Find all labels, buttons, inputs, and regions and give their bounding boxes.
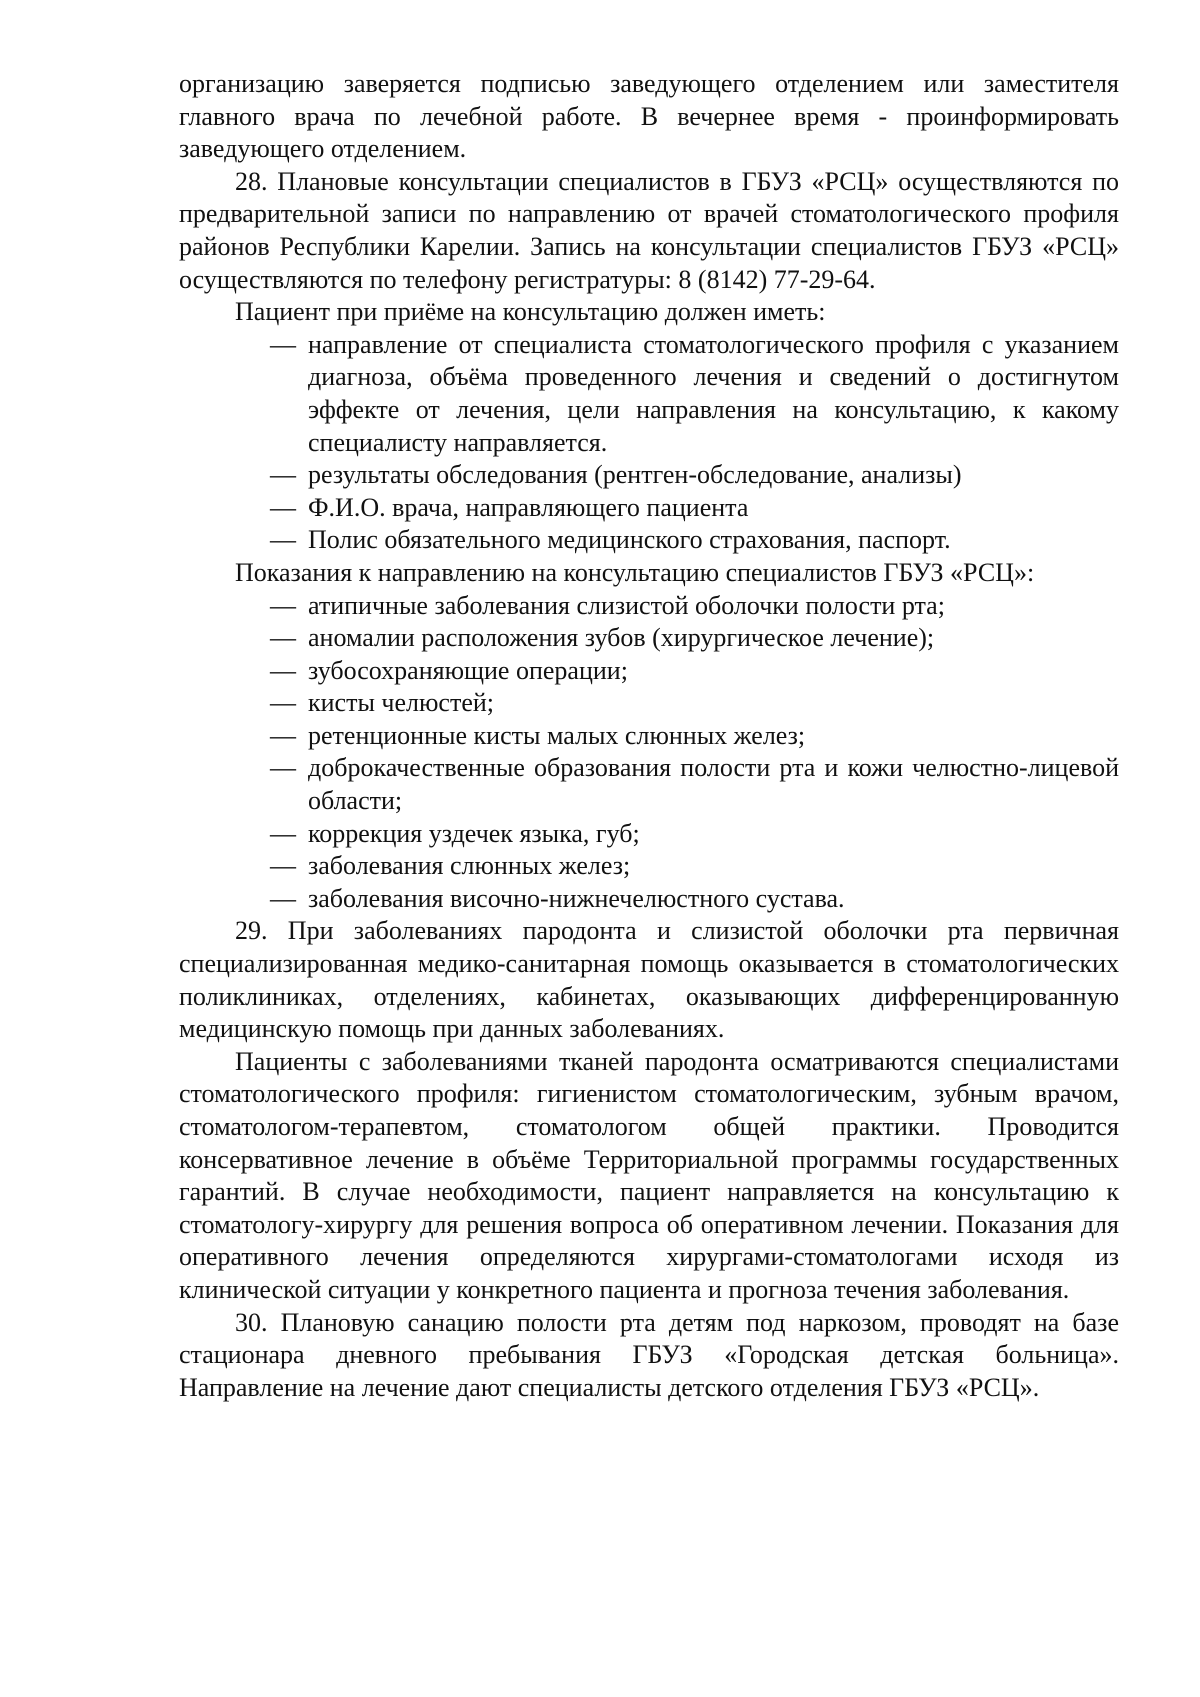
list-item: — кисты челюстей; [308,687,1119,720]
paragraph-29: 29. При заболеваниях пародонта и слизистой оболочки рта первичная специализированная медико-санитарная помощь оказывается в стоматологических поликлиниках, отделениях, кабинетах, оказывающих дифференцированную медицинскую помощь при данных заболеваниях. [179,916,1119,1044]
list-item: — заболевания височно-нижнечелюстного сустава. [308,883,1119,916]
list-item: — коррекция уздечек языка, губ; [308,818,1119,851]
indications-intro: Показания к направлению на консультацию специалистов ГБУЗ «РСЦ»: [235,557,1035,587]
list-item: — атипичные заболевания слизистой оболочки полости рта; [308,590,1119,623]
list-item: — результаты обследования (рентген-обследование, анализы) [308,459,1119,492]
paragraph-28: 28. Плановые консультации специалистов в ГБУЗ «РСЦ» осуществляются по предварительной записи по направлению от врачей стоматологического профиля районов Республики Карелии. Запись на консультации специалистов ГБУЗ «РСЦ» осуществляются по телефону регистратуры: 8 (8142) 77-29-64. [179,166,1119,294]
list-item: — направление от специалиста стоматологического профиля с указанием диагноза, объёма проведенного лечения и сведений о достигнутом эффекте от лечения, цели направления на консультацию, к какому специалисту направляется. [308,329,1119,459]
patient-requirements-intro: Пациент при приёме на консультацию должен иметь: [235,297,826,327]
periodontal-paragraph: Пациенты с заболеваниями тканей пародонта осматриваются специалистами стоматологического профиля: гигиенистом стоматологическим, зубным врачом, стоматологом-терапевтом, стоматологом общей практики. Проводится консервативное лечение в объёме Территориальной программы государственных гарантий. В случае необходимости, пациент направляется на консультацию к стоматологу-хирургу для решения вопроса об оперативном лечении. Показания для оперативного лечения определяются хирургами-стоматологами исходя из клинической ситуации у конкретного пациента и прогноза течения заболевания. [179,1046,1119,1304]
list-item: — Ф.И.О. врача, направляющего пациента [308,492,1119,525]
continuation-paragraph: организацию заверяется подписью заведующего отделением или заместителя главного врача по лечебной работе. В вечернее время - проинформировать заведующего отделением. [179,69,1119,164]
list-item: — Полис обязательного медицинского страхования, паспорт. [308,524,1119,557]
document-page [179,68,1119,1404]
list-item: — заболевания слюнных желез; [308,850,1119,883]
list-item: — ретенционные кисты малых слюнных желез; [308,720,1119,753]
indications-list [270,590,1119,916]
patient-requirements-list [270,329,1119,557]
list-item: — зубосохраняющие операции; [308,655,1119,688]
list-item: — аномалии расположения зубов (хирургическое лечение); [308,622,1119,655]
paragraph-30: 30. Плановую санацию полости рта детям под наркозом, проводят на базе стационара дневного пребывания ГБУЗ «Городская детская больница». Направление на лечение дают специалисты детского отделения ГБУЗ «РСЦ». [179,1307,1119,1402]
list-item: — доброкачественные образования полости рта и кожи челюстно-лицевой области; [308,752,1119,817]
